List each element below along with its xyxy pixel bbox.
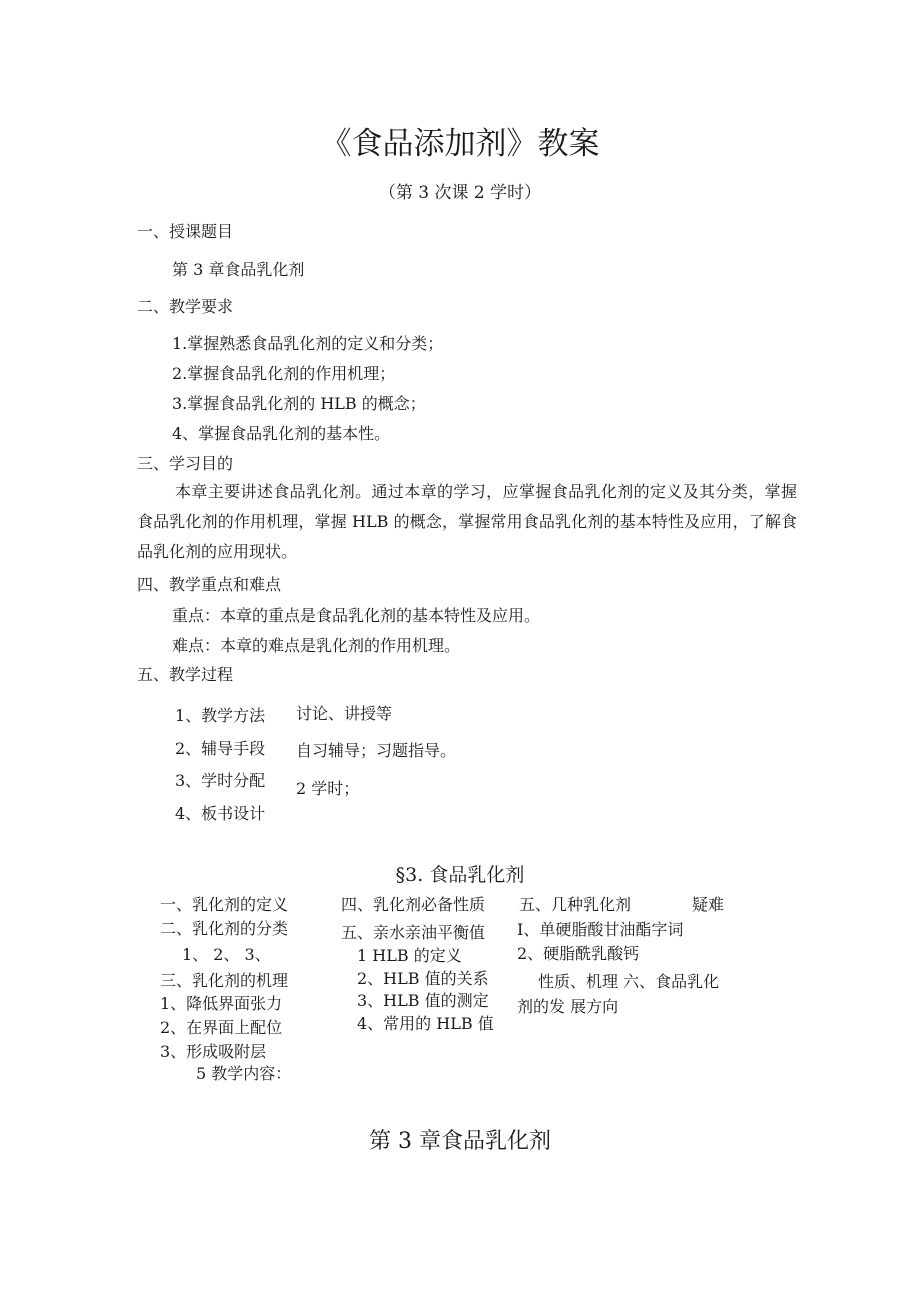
section-2-heading: 二、教学要求 <box>137 297 234 316</box>
board-col3-item: 2、硬脂酰乳酸钙 <box>517 944 640 963</box>
board-col1-item: 5 教学内容： <box>196 1064 292 1083</box>
process-value-aid: 自习辅导；习题指导。 <box>296 741 457 760</box>
board-col2-item: 四、乳化剂必备性质 <box>341 895 486 914</box>
chapter-title: 第 3 章食品乳化剂 <box>369 1129 551 1154</box>
board-col1-item: 二、乳化剂的分类 <box>160 919 289 938</box>
board-col1-item: 一、乳化剂的定义 <box>160 895 289 914</box>
process-label-method: 1、教学方法 <box>175 706 266 725</box>
section-1-heading: 一、授课题目 <box>137 222 234 241</box>
board-col1-item: 2、在界面上配位 <box>160 1018 283 1037</box>
process-value-hours: 2 学时； <box>296 779 360 798</box>
section-3-paragraph: 本章主要讲述食品乳化剂。通过本章的学习，应掌握食品乳化剂的定义及其分类，掌握食品乳化剂的作用机理，掌握 HLB 的概念，掌握常用食品乳化剂的基本特性及应用，了解食品乳化剂的应用现状。 <box>137 482 797 561</box>
board-title: §3. 食品乳化剂 <box>395 864 525 886</box>
document-subtitle: （第 3 次课 2 学时） <box>378 183 542 203</box>
board-col3-item: 疑难 <box>692 895 725 914</box>
board-col2-item: 2、HLB 值的关系 <box>357 969 489 988</box>
board-col3-item: 性质、机理 六、食品乳化 <box>538 972 720 991</box>
board-col1-item: 三、乳化剂的机理 <box>160 971 289 990</box>
board-col2-item: 4、常用的 HLB 值 <box>357 1014 494 1033</box>
board-col1-item: 1、 2、 3、 <box>182 945 271 964</box>
section-4-heading: 四、教学重点和难点 <box>137 575 282 594</box>
board-col3-item: 五、几种乳化剂 <box>519 895 632 914</box>
section-1-content: 第 3 章食品乳化剂 <box>172 260 305 279</box>
board-col3-item: 剂的发 展方向 <box>517 997 619 1016</box>
process-label-hours: 3、学时分配 <box>175 771 266 790</box>
requirement-item: 3.掌握食品乳化剂的 HLB 的概念； <box>172 394 426 413</box>
requirement-item: 4、掌握食品乳化剂的基本性。 <box>172 424 391 443</box>
key-point: 重点：本章的重点是食品乳化剂的基本特性及应用。 <box>172 606 541 625</box>
board-col3-item: I、单硬脂酸甘油酯字词 <box>517 920 684 939</box>
board-col2-item: 五、亲水亲油平衡值 <box>341 923 486 942</box>
section-3-heading: 三、学习目的 <box>137 454 234 473</box>
board-col2-item: 3、HLB 值的测定 <box>357 991 489 1010</box>
requirement-item: 1.掌握熟悉食品乳化剂的定义和分类； <box>172 334 444 353</box>
process-label-board: 4、板书设计 <box>175 804 266 823</box>
requirement-item: 2.掌握食品乳化剂的作用机理； <box>172 364 396 383</box>
board-col1-item: 1、降低界面张力 <box>160 994 283 1013</box>
difficult-point: 难点：本章的难点是乳化剂的作用机理。 <box>172 636 461 655</box>
process-label-aid: 2、辅导手段 <box>175 739 266 758</box>
section-5-heading: 五、教学过程 <box>137 665 234 684</box>
document-title: 《食品添加剂》教案 <box>320 126 600 162</box>
process-value-method: 讨论、讲授等 <box>296 704 393 723</box>
board-col1-item: 3、形成吸附层 <box>160 1042 267 1061</box>
board-col2-item: 1 HLB 的定义 <box>357 946 462 965</box>
